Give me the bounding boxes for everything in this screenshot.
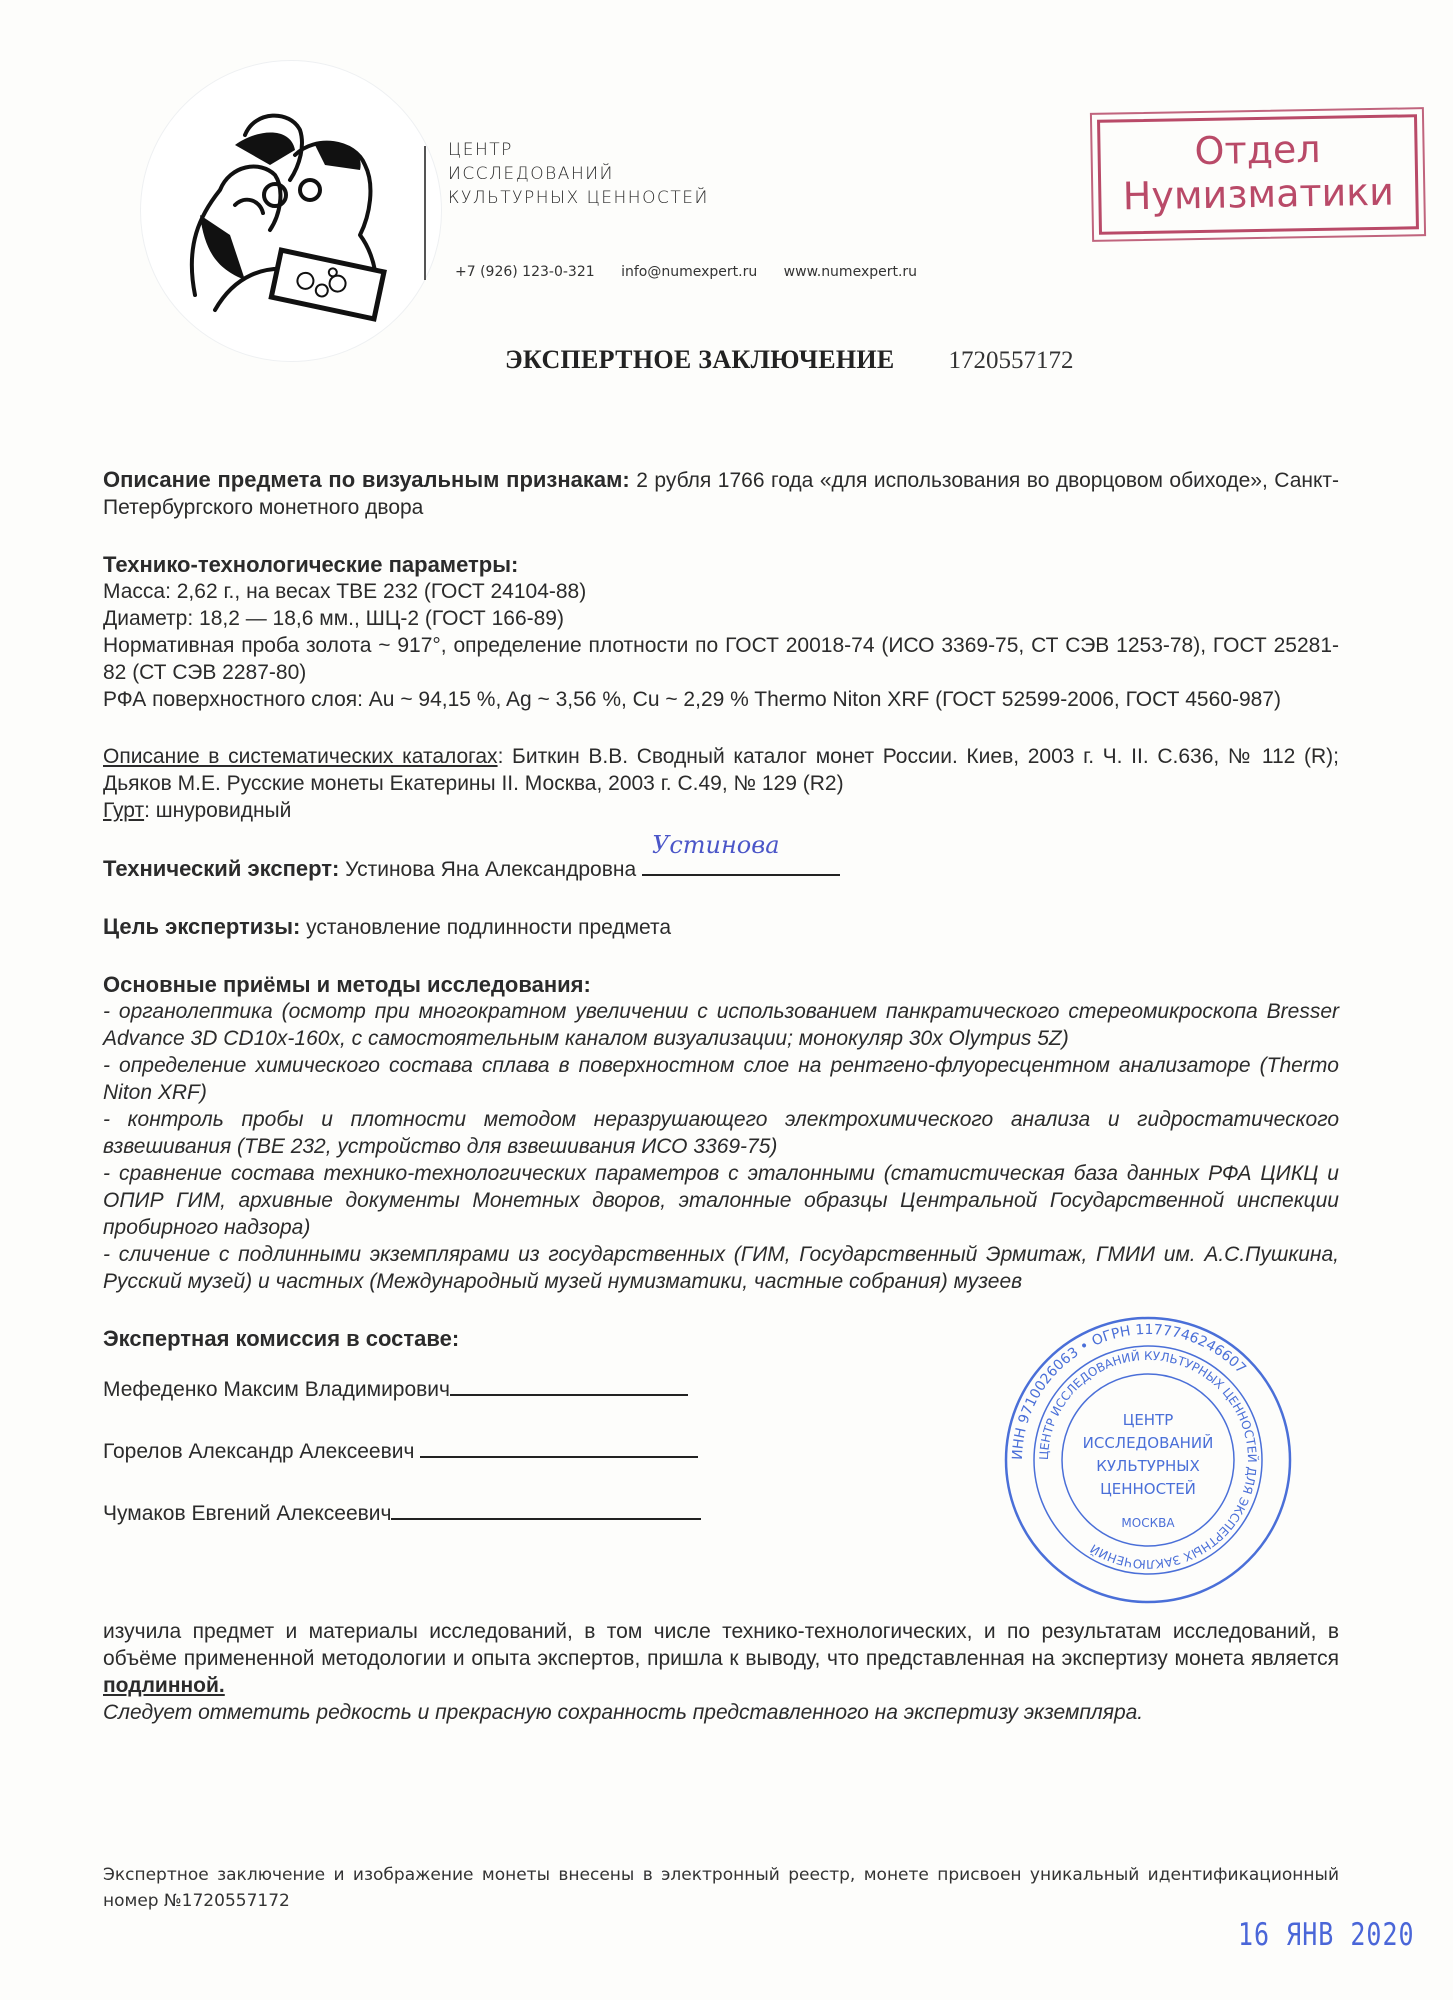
technical-expert-label: Технический эксперт: bbox=[103, 856, 340, 881]
department-stamp-line: Нумизматики bbox=[1122, 169, 1395, 219]
commission-member bbox=[103, 1374, 863, 1436]
edge-description bbox=[103, 797, 1339, 824]
catalogs-label: Описание в систематических каталогах bbox=[103, 745, 498, 768]
document-title: ЭКСПЕРТНОЕ ЗАКЛЮЧЕНИЕ bbox=[505, 345, 895, 374]
department-stamp bbox=[1097, 114, 1419, 235]
website-link[interactable]: www.numexpert.ru bbox=[783, 264, 918, 280]
registry-note: Экспертное заключение и изображение монеты внесены в электронный реестр, монете присвоен уникальный идентификационный номер №1720557172 bbox=[103, 1865, 1339, 1911]
edge-value: : шнуровидный bbox=[144, 799, 292, 822]
handwritten-signature: Устинова bbox=[651, 831, 780, 859]
member-name: Горелов Александр Алексеевич bbox=[103, 1440, 421, 1463]
signature-line bbox=[450, 1374, 688, 1396]
document-number: 1720557172 bbox=[948, 347, 1074, 374]
signature-line bbox=[420, 1436, 698, 1458]
document-body bbox=[103, 466, 1339, 1726]
tech-param-line: РФА поверхностного слоя: Au ~ 94,15 %, Ag ~ 3,56 %, Cu ~ 2,29 % Thermo Niton XRF (ГОСТ 52599-2006, ГОСТ 4560-987) bbox=[103, 688, 1281, 711]
commission-heading: Экспертная комиссия в составе: bbox=[103, 1326, 460, 1351]
method-item: - сравнение состава технико-технологических параметров с эталонными (статистическая база данных РФА ЦИКЦ и ОПИР ГИМ, архивные документы Монетных дворов, эталонные образцы Центральной Государственной инспекции пробирного надзора) bbox=[103, 1162, 1339, 1239]
email-link[interactable]: info@numexpert.ru bbox=[621, 264, 758, 280]
commission-block bbox=[103, 1321, 1339, 1572]
technical-expert-name: Устинова Яна Александровна bbox=[339, 858, 642, 881]
method-item: - органолептика (осмотр при многократном увеличении с использованием панкратического стереомикроскопа Bresser Advance 3D CD10x-160x, с самостоятельным каналом визуализации; монокуляр 30x Olympus 5Z) bbox=[103, 1000, 1339, 1050]
stamp-center-line: КУЛЬТУРНЫХ bbox=[1096, 1457, 1200, 1475]
org-name-line: ИССЛЕДОВАНИЙ bbox=[448, 164, 614, 184]
technical-expert bbox=[103, 831, 1339, 883]
commission-member bbox=[103, 1498, 863, 1560]
edge-label: Гурт bbox=[103, 799, 145, 822]
document-title-row bbox=[505, 345, 1074, 375]
commission-members bbox=[103, 1325, 863, 1560]
stamp-center-line: ЦЕННОСТЕЙ bbox=[1100, 1480, 1196, 1498]
stamp-city: МОСКВА bbox=[1121, 1516, 1175, 1530]
stamp-center-line: ИССЛЕДОВАНИЙ bbox=[1082, 1434, 1214, 1452]
description-text: 2 рубля 1766 года «для использования во дворцовом обиходе», Санкт-Петербургского монетного двора bbox=[103, 469, 1340, 519]
purpose-label: Цель экспертизы: bbox=[103, 914, 301, 939]
member-name: Мефеденко Максим Владимирович bbox=[103, 1378, 450, 1401]
method-item: - контроль пробы и плотности методом неразрушающего электрохимического анализа и гидростатического взвешивания (ТВЕ 232, устройство для взвешивания ИСО 3369-75) bbox=[103, 1108, 1339, 1158]
round-seal-stamp bbox=[1003, 1315, 1293, 1605]
item-description bbox=[103, 466, 1339, 521]
signature-line bbox=[642, 831, 840, 876]
member-name: Чумаков Евгений Алексеевич bbox=[103, 1502, 392, 1525]
signature-line bbox=[391, 1498, 701, 1520]
conclusion bbox=[103, 1618, 1339, 1726]
tech-params-heading: Технико-технологические параметры: bbox=[103, 552, 519, 577]
stamp-outer-text: ИНН 9710026063 • ОГРН 1177746246607 bbox=[1009, 1321, 1249, 1461]
conclusion-note: Следует отметить редкость и прекрасную сохранность представленного на экспертизу экземпляра. bbox=[103, 1701, 1144, 1724]
experts-examining-coins-icon bbox=[175, 95, 405, 325]
tech-param-line: Диаметр: 18,2 — 18,6 мм., ШЦ-2 (ГОСТ 166-89) bbox=[103, 607, 564, 630]
stamp-center-line: ЦЕНТР bbox=[1122, 1411, 1174, 1429]
contacts bbox=[455, 264, 939, 280]
description-label: Описание предмета по визуальным признакам: bbox=[103, 467, 630, 492]
stamp-middle-text: ЦЕНТР ИССЛЕДОВАНИЙ КУЛЬТУРНЫХ ЦЕННОСТЕЙ ДЛЯ ЭКСПЕРТНЫХ ЗАКЛЮЧЕНИЙ bbox=[1036, 1348, 1260, 1572]
purpose-text: установление подлинности предмета bbox=[300, 916, 672, 939]
organization-name bbox=[448, 138, 709, 210]
conclusion-body: изучила предмет и материалы исследований, в том числе технико-технологических, и по результатам исследований, в объёме примененной методологии и опыта экспертов, пришла к выводу, что представленная на экспертизу монета является bbox=[103, 1620, 1339, 1670]
verdict: подлинной. bbox=[103, 1674, 225, 1697]
org-name-line: ЦЕНТР bbox=[448, 140, 513, 160]
expertise-purpose bbox=[103, 913, 1339, 941]
method-item: - сличение с подлинными экземплярами из государственных (ГИМ, Государственный Эрмитаж, ГМИИ им. А.С.Пушкина, Русский музей) и частных (Международный музей нумизматики, частные собрания) музеев bbox=[103, 1243, 1339, 1293]
conclusion-text bbox=[103, 1618, 1339, 1699]
header-divider bbox=[424, 146, 426, 280]
date-stamp: 16 ЯНВ 2020 bbox=[1238, 1916, 1415, 1953]
commission-member bbox=[103, 1436, 863, 1498]
catalogs-text: : Биткин В.В. Сводный каталог монет России. Киев, 2003 г. Ч. II. С.636, № 112 (R); Дьяков М.Е. Русские монеты Екатерины II. Москва, 2003 г. С.49, № 129 (R2) bbox=[103, 745, 1339, 795]
methods-heading: Основные приёмы и методы исследования: bbox=[103, 972, 591, 997]
tech-param-line: Нормативная проба золота ~ 917°, определение плотности по ГОСТ 20018-74 (ИСО 3369-75, СТ СЭВ 1253-78), ГОСТ 25281-82 (СТ СЭВ 2287-80) bbox=[103, 634, 1339, 684]
department-stamp-line: Отдел bbox=[1194, 126, 1321, 174]
catalogs-description bbox=[103, 743, 1339, 797]
tech-param-line: Масса: 2,62 г., на весах ТВЕ 232 (ГОСТ 24104-88) bbox=[103, 580, 587, 603]
phone: +7 (926) 123-0-321 bbox=[455, 264, 595, 280]
org-name-line: КУЛЬТУРНЫХ ЦЕННОСТЕЙ bbox=[448, 188, 709, 208]
method-item: - определение химического состава сплава в поверхностном слое на рентгено-флуоресцентном анализаторе (Thermo Niton XRF) bbox=[103, 1054, 1339, 1104]
